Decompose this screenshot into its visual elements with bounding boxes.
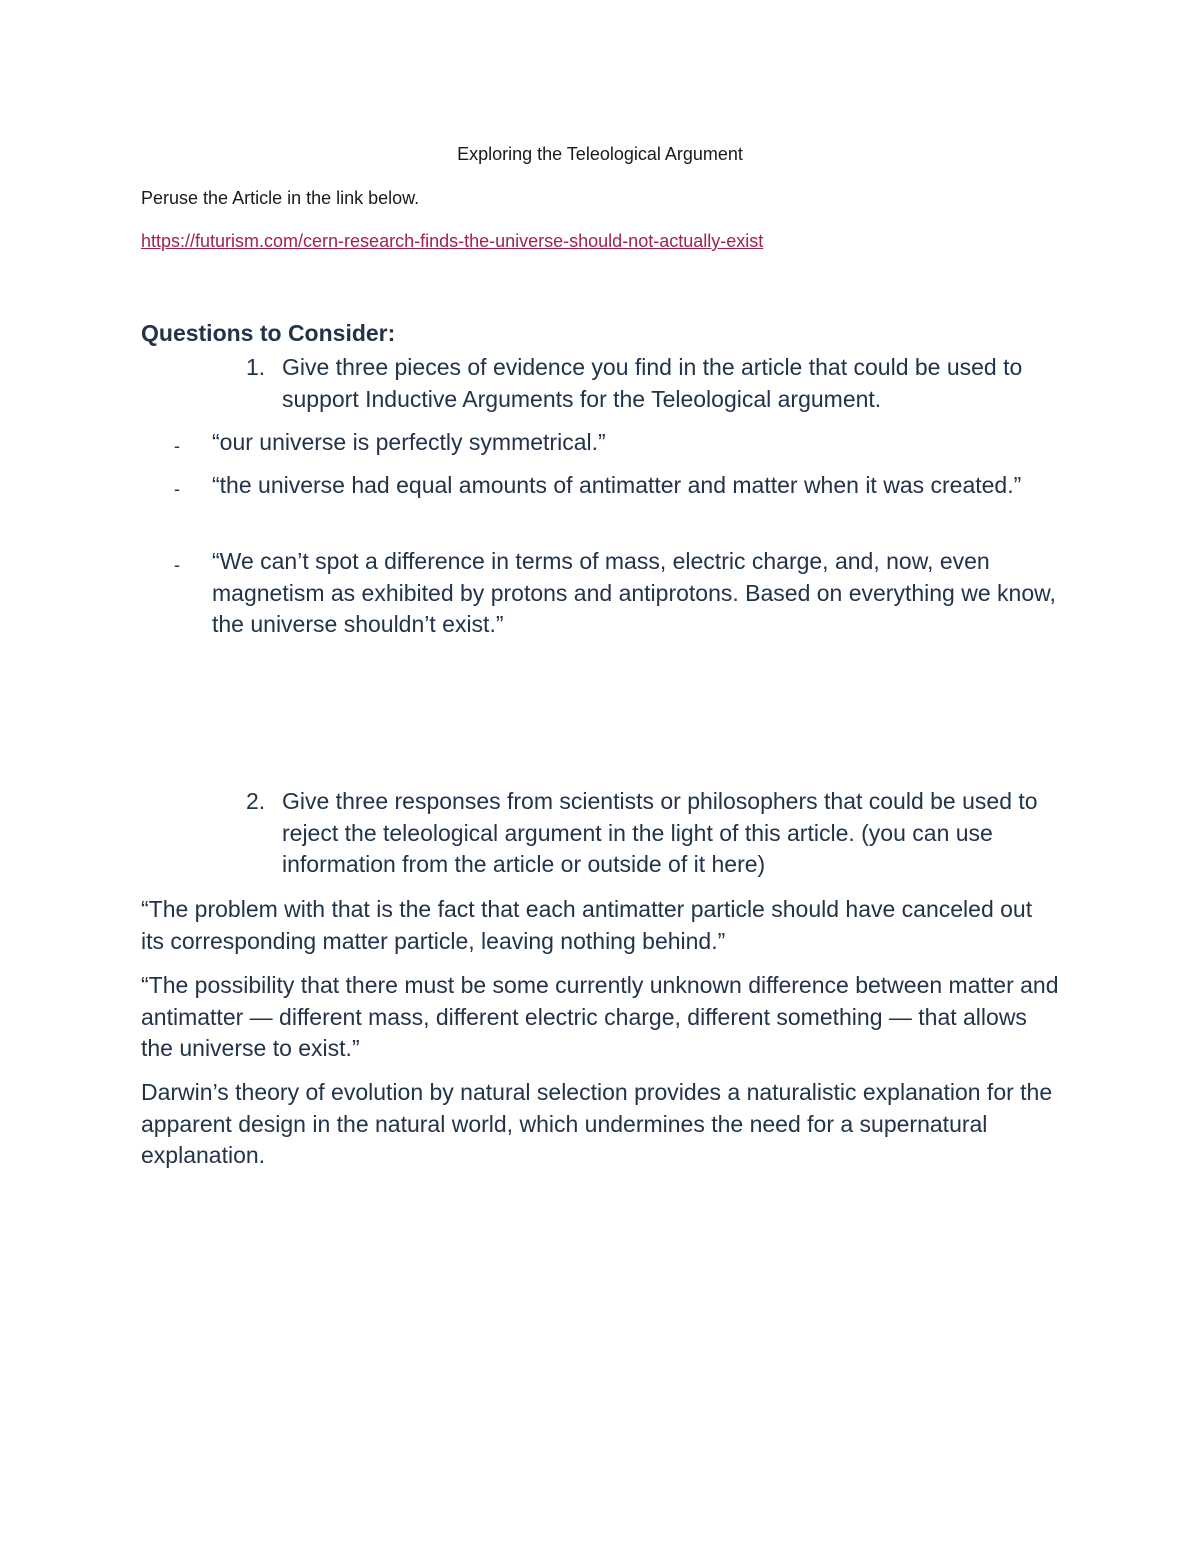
- bullet-dash: -: [174, 436, 180, 456]
- questions-heading: Questions to Consider:: [141, 320, 396, 346]
- bullet-dash: -: [174, 479, 180, 499]
- evidence-text: “We can’t spot a difference in terms of mass, electric charge, and, now, even magnetism as exhibited by protons and antiprotons. Based on everything we know, the universe shouldn’t exist.”: [212, 548, 1056, 637]
- question-text: Give three pieces of evidence you find in the article that could be used to support Inductive Arguments for the Teleological argument.: [282, 354, 1023, 412]
- question-text: Give three responses from scientists or philosophers that could be used to reject the teleological argument in the light of this article. (you can use information from the article or outside of it here): [282, 788, 1038, 877]
- response-paragraph-2: “The possibility that there must be some currently unknown difference between matter and antimatter — different mass, different electric charge, different something — that allows the universe to exist.”: [141, 972, 1059, 1061]
- evidence-item-1: [174, 427, 1064, 459]
- question-number: 2.: [246, 788, 266, 814]
- question-number: 1.: [246, 354, 266, 380]
- question-2: [246, 786, 1066, 881]
- document-title: Exploring the Teleological Argument: [457, 144, 743, 164]
- article-link[interactable]: https://futurism.com/cern-research-finds-the-universe-should-not-actually-exist: [141, 231, 764, 251]
- evidence-item-3: [174, 546, 1064, 641]
- evidence-text: “the universe had equal amounts of antimatter and matter when it was created.”: [212, 472, 1022, 498]
- evidence-item-2: [174, 470, 1064, 502]
- evidence-text: “our universe is perfectly symmetrical.”: [212, 429, 606, 455]
- question-1: [246, 352, 1066, 415]
- bullet-dash: -: [174, 555, 180, 575]
- response-paragraph-3: Darwin’s theory of evolution by natural selection provides a naturalistic explanation for the apparent design in the natural world, which undermines the need for a supernatural explanation.: [141, 1079, 1053, 1168]
- response-paragraph-1: “The problem with that is the fact that each antimatter particle should have canceled out its corresponding matter particle, leaving nothing behind.”: [141, 896, 1033, 954]
- intro-text: Peruse the Article in the link below.: [141, 188, 420, 208]
